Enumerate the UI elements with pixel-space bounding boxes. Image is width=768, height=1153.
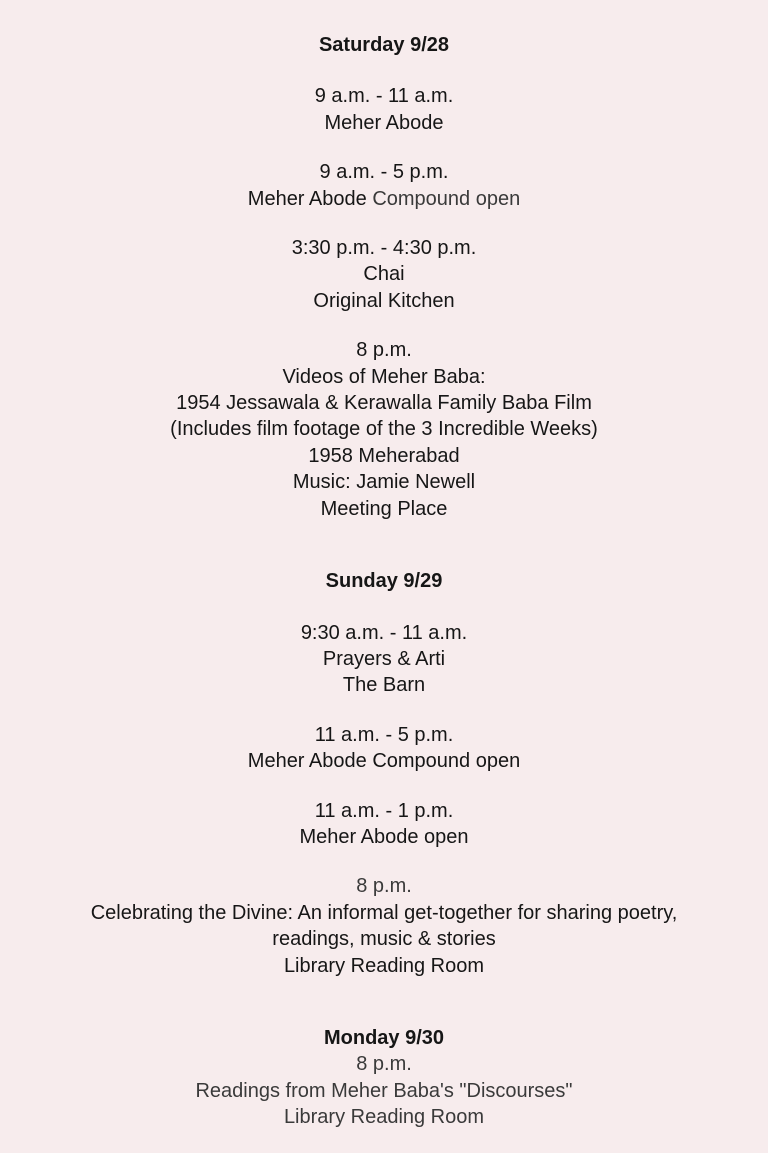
location-part: Meher Abode: [247, 187, 373, 210]
event-title: Prayers & Arti: [322, 647, 446, 670]
event-title: Videos of Meher Baba:: [282, 365, 486, 388]
event-time: 9 a.m. - 11 a.m.: [314, 85, 454, 108]
day-title: Sunday 9/29: [325, 570, 443, 593]
event-location: Meher Abode Compound open: [247, 750, 521, 773]
location-part: Compound open: [372, 187, 521, 210]
event-location: Original Kitchen: [313, 289, 455, 312]
event-location: Library Reading Room: [283, 954, 485, 977]
event-time: 8 p.m.: [356, 1053, 412, 1076]
event-detail: (Includes film footage of the 3 Incredible Weeks): [170, 418, 598, 441]
event-location: [0, 186, 768, 212]
day-saturday: [0, 32, 768, 522]
day-monday: [0, 1025, 768, 1131]
event: [0, 159, 768, 212]
event-time: 9:30 a.m. - 11 a.m.: [300, 621, 468, 644]
event-location: Meher Abode open: [299, 825, 469, 848]
event-time: 11 a.m. - 5 p.m.: [314, 723, 454, 746]
event-location: Meeting Place: [320, 497, 448, 520]
event-time: 3:30 p.m. - 4:30 p.m.: [291, 237, 477, 260]
event-title: readings, music & stories: [272, 928, 496, 951]
event: [0, 798, 768, 851]
event: [0, 1051, 768, 1130]
event: [0, 337, 768, 522]
event: [0, 722, 768, 775]
event-title: Chai: [363, 263, 405, 286]
event-time: 11 a.m. - 1 p.m.: [314, 799, 454, 822]
event-detail: 1958 Meherabad: [308, 444, 460, 467]
event-detail: Music: Jamie Newell: [292, 471, 476, 494]
event-location: Library Reading Room: [283, 1106, 485, 1129]
event: [0, 235, 768, 314]
day-title: Monday 9/30: [323, 1026, 445, 1049]
day-sunday: [0, 568, 768, 979]
event-time: 9 a.m. - 5 p.m.: [319, 161, 449, 184]
event-location: The Barn: [342, 674, 426, 697]
event-time: 8 p.m.: [356, 339, 412, 362]
day-title: Saturday 9/28: [318, 34, 450, 56]
event: [0, 83, 768, 136]
event-detail: 1954 Jessawala & Kerawalla Family Baba Film: [176, 392, 592, 415]
event-time: 8 p.m.: [356, 875, 412, 898]
event-title: Readings from Meher Baba's "Discourses": [195, 1079, 573, 1102]
event: [0, 873, 768, 979]
event-title: Celebrating the Divine: An informal get-together for sharing poetry,: [90, 901, 678, 924]
event: [0, 620, 768, 699]
event-location: Meher Abode: [324, 111, 444, 134]
